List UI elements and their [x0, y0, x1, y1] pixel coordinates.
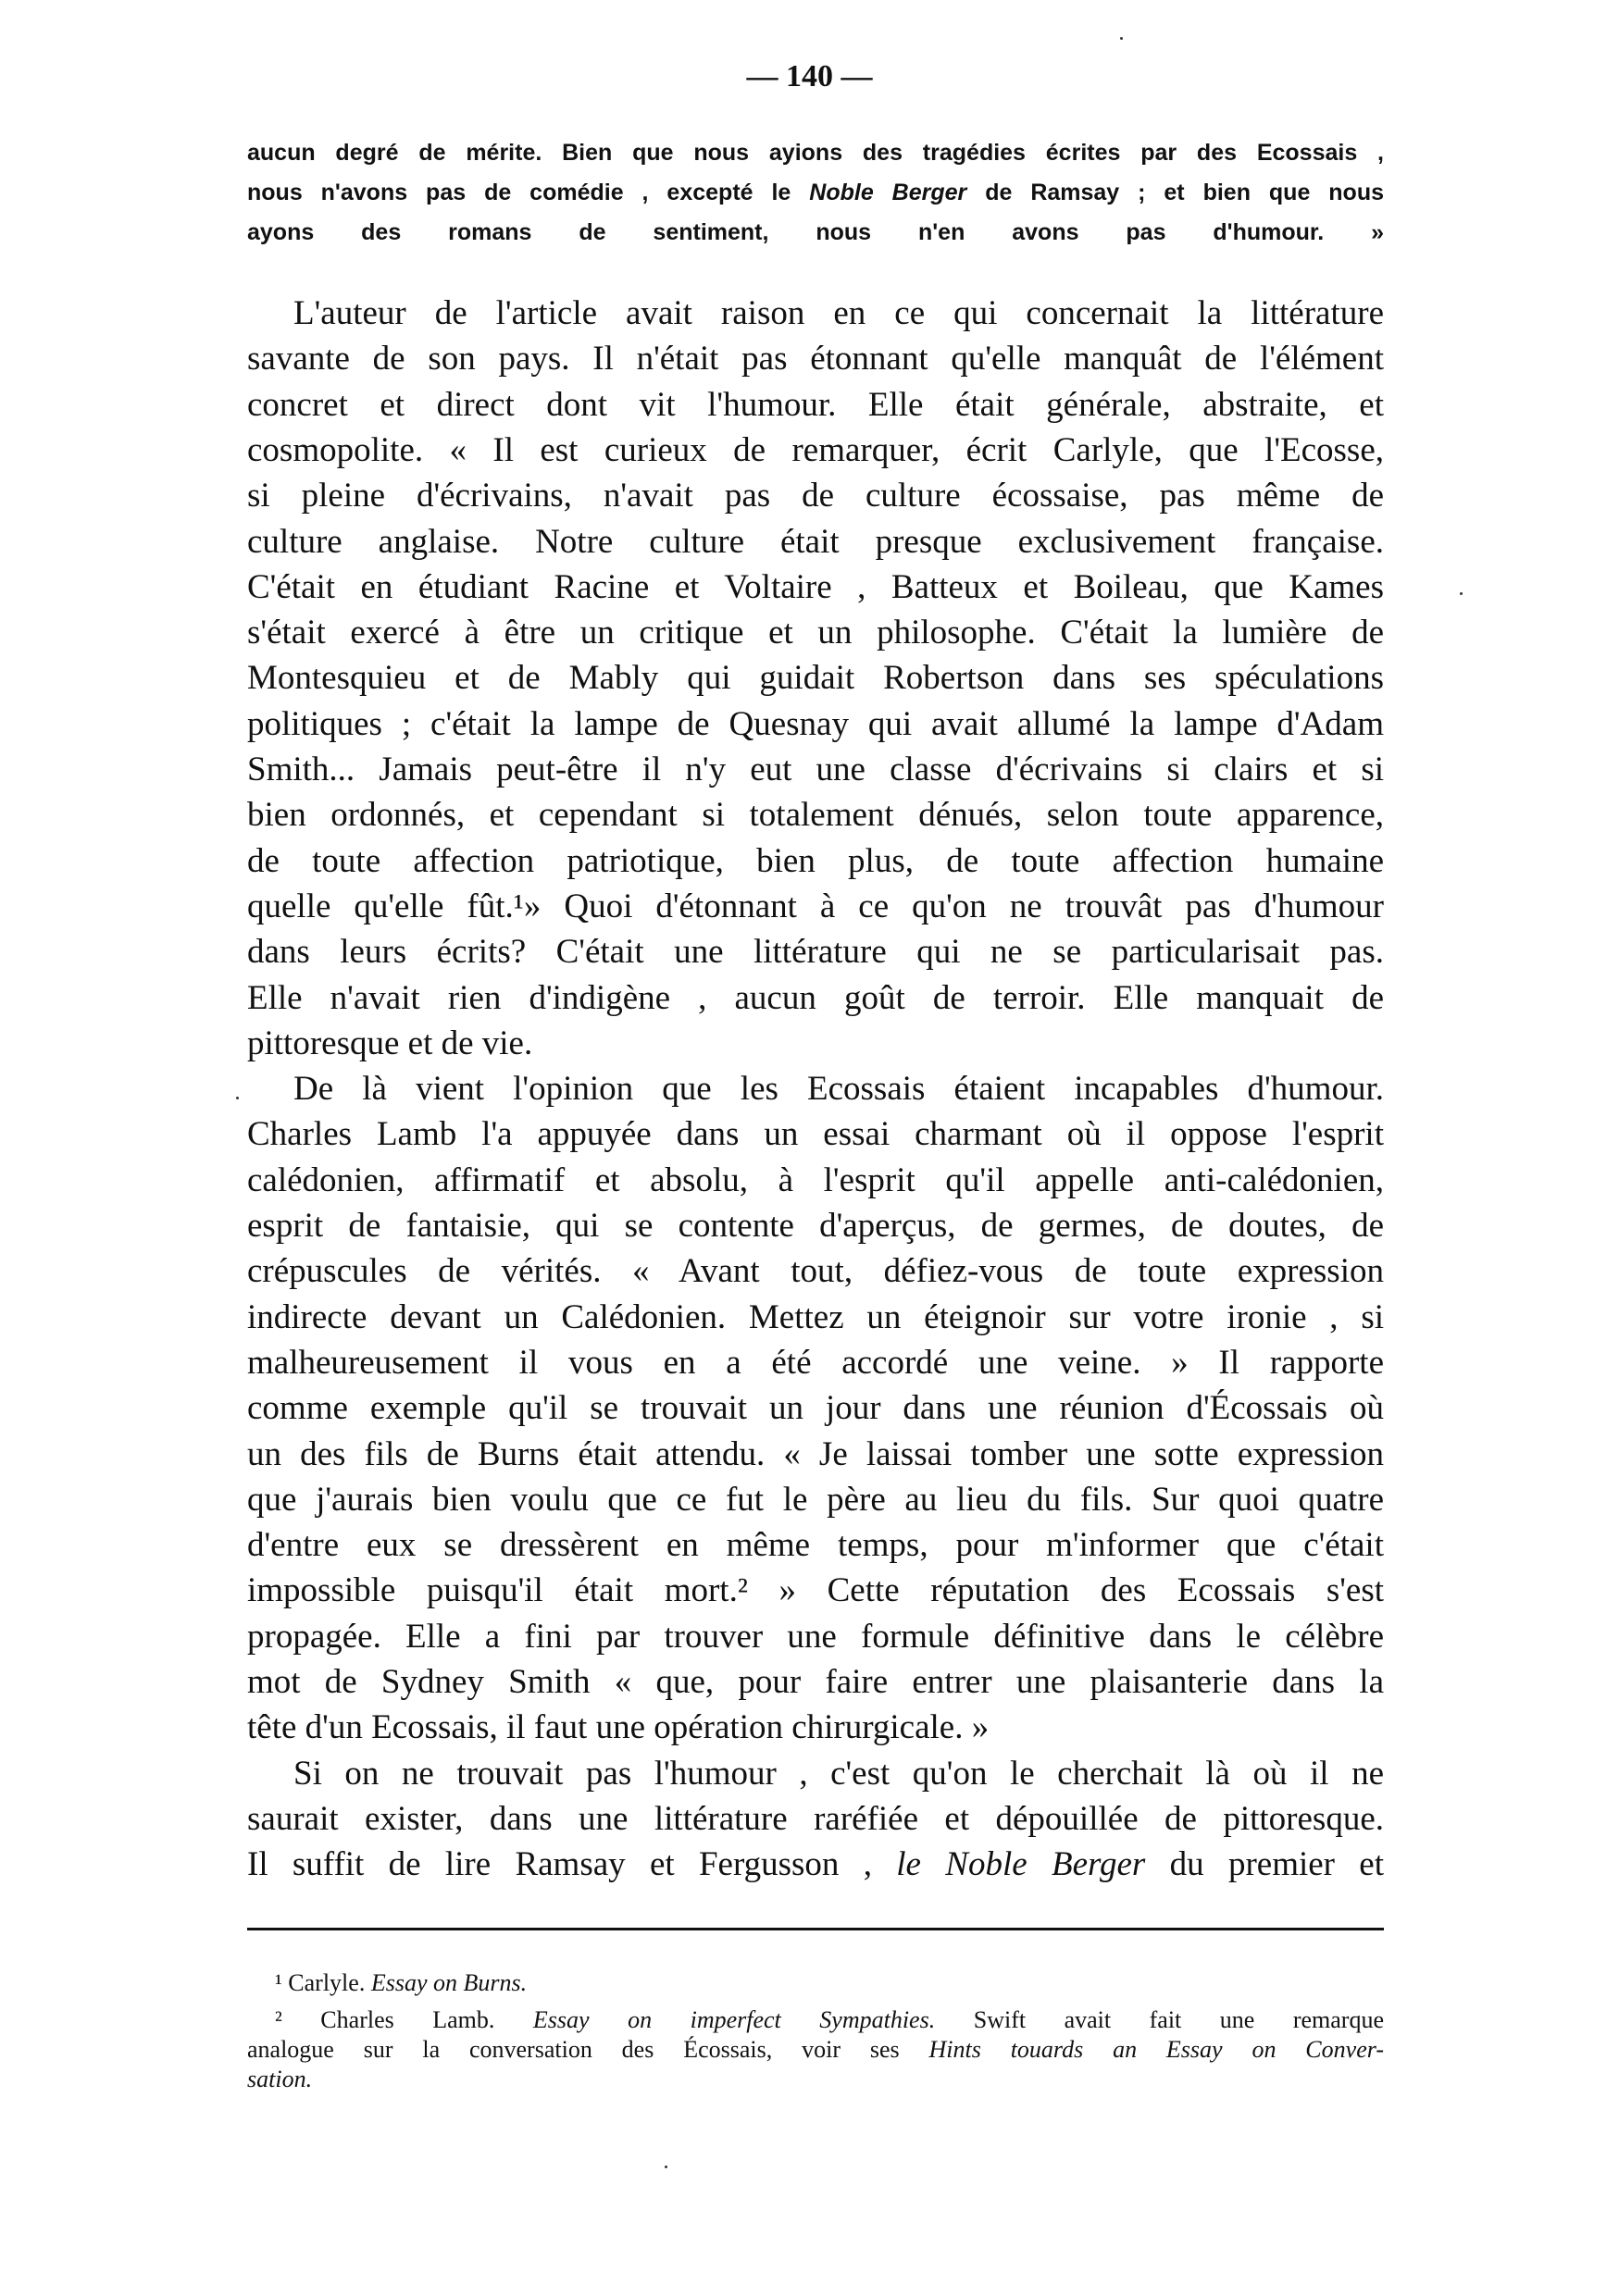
text-run: Swift avait fait une remarque: [935, 2006, 1384, 2033]
text-run: crépuscules de vérités. « Avant tout, défiez-vous de toute expression: [247, 1252, 1384, 1291]
text-line: [247, 428, 1384, 473]
quote-line: [247, 137, 1384, 168]
text-line: [247, 885, 1384, 929]
text-run: dans leurs écrits? C'était une littérature qui ne se particularisait pas.: [247, 933, 1384, 972]
text-run: politiques ; c'était la lampe de Quesnay qui avait allumé la lampe d'Adam: [247, 704, 1384, 743]
scan-speck: [236, 1097, 239, 1099]
italic-text: le Noble Berger: [896, 1845, 1146, 1884]
text-line: [247, 702, 1384, 747]
text-run: concret et direct dont vit l'humour. Elle était générale, abstraite, et: [247, 385, 1384, 424]
text-line: [247, 1249, 1384, 1294]
page-number: — 140 —: [746, 59, 873, 93]
text-line: [247, 474, 1384, 518]
quote-line: [247, 177, 1384, 208]
text-run: C'était en étudiant Racine et Voltaire , Batteux et Boileau, que Kames: [247, 567, 1384, 606]
text-line: [247, 839, 1384, 884]
text-run: propagée. Elle a fini par trouver une formule définitive dans le célèbre: [247, 1617, 1384, 1656]
text-run: de Ramsay ; et bien que nous: [966, 180, 1384, 205]
text-run: analogue sur la conversation des Écossais, voir ses: [247, 2036, 929, 2063]
scan-speck: [665, 2166, 667, 2168]
text-run: ayons des romans de sentiment, nous n'en avons pas d'humour. »: [247, 219, 1384, 245]
text-run: pittoresque et de vie.: [247, 1024, 533, 1062]
text-run: malheureusement il vous en a été accordé une veine. » Il rapporte: [247, 1343, 1384, 1382]
footnote-line: [247, 2065, 1384, 2094]
text-line: [247, 383, 1384, 428]
text-run: Montesquieu et de Mably qui guidait Robertson dans ses spéculations: [247, 659, 1384, 698]
text-run: quelle qu'elle fût.¹» Quoi d'étonnant à ce qu'on ne trouvât pas d'humour: [247, 887, 1384, 925]
text-line: [247, 1706, 1384, 1750]
text-line: [247, 1615, 1384, 1659]
text-line: [247, 337, 1384, 381]
text-line: [247, 1843, 1384, 1887]
footnote-rule: [247, 1928, 1384, 1930]
text-line: [247, 565, 1384, 610]
text-run: d'entre eux se dressèrent en même temps, pour m'informer que c'était: [247, 1526, 1384, 1565]
text-run: impossible puisqu'il était mort.² » Cette réputation des Ecossais s'est: [247, 1571, 1384, 1610]
footnote-line: [275, 1968, 1384, 1998]
text-run: De là vient l'opinion que les Ecossais étaient incapables d'humour.: [293, 1070, 1384, 1109]
text-run: Smith... Jamais peut-être il n'y eut une classe d'écrivains si clairs et si: [247, 751, 1384, 788]
italic-text: Noble Berger: [809, 180, 967, 205]
text-run: bien ordonnés, et cependant si totalement dénués, selon toute apparence,: [247, 796, 1384, 835]
text-line: [293, 292, 1384, 336]
scan-speck: [1460, 592, 1463, 595]
text-line: [247, 1478, 1384, 1522]
text-run: un des fils de Burns était attendu. « Je laissai tomber une sotte expression: [247, 1434, 1384, 1473]
text-line: [247, 1433, 1384, 1477]
text-run: savante de son pays. Il n'était pas étonnant qu'elle manquât de l'élément: [247, 340, 1384, 379]
text-run: comme exemple qu'il se trouvait un jour dans une réunion d'Écossais où: [247, 1389, 1384, 1428]
text-line: [247, 1296, 1384, 1340]
text-line: [247, 1569, 1384, 1613]
text-line: [247, 611, 1384, 655]
text-run: Charles Lamb l'a appuyée dans un essai charmant où il oppose l'esprit: [247, 1115, 1384, 1154]
text-line: [247, 930, 1384, 974]
text-run: du premier et: [1145, 1845, 1384, 1884]
text-line: [247, 520, 1384, 565]
text-run: Si on ne trouvait pas l'humour , c'est qu'on le cherchait là où il ne: [293, 1754, 1384, 1793]
text-run: Il suffit de lire Ramsay et Fergusson ,: [247, 1845, 897, 1884]
footnote-line: [247, 2035, 1384, 2065]
text-run: nous n'avons pas de comédie , excepté le: [247, 180, 810, 205]
text-line: [247, 1341, 1384, 1385]
text-run: cosmopolite. « Il est curieux de remarquer, écrit Carlyle, que l'Ecosse,: [247, 430, 1384, 469]
footnote-line: [275, 2005, 1384, 2035]
text-line: [247, 793, 1384, 838]
text-run: si pleine d'écrivains, n'avait pas de culture écossaise, pas même de: [247, 477, 1384, 515]
text-run: ¹ Carlyle.: [275, 1969, 371, 1996]
text-run: Elle n'avait rien d'indigène , aucun goût de terroir. Elle manquait de: [247, 978, 1384, 1017]
text-run: culture anglaise. Notre culture était presque exclusivement française.: [247, 522, 1384, 561]
text-run: aucun degré de mérite. Bien que nous ayions des tragédies écrites par des Ecossais ,: [247, 140, 1384, 166]
text-line: [247, 1112, 1384, 1157]
text-run: de toute affection patriotique, bien plus, de toute affection humaine: [247, 841, 1384, 880]
text-run: mot de Sydney Smith « que, pour faire entrer une plaisanterie dans la: [247, 1663, 1384, 1701]
text-line: [247, 1022, 1384, 1066]
text-run: tête d'un Ecossais, il faut une opération chirurgicale. »: [247, 1708, 990, 1747]
text-line: [247, 1204, 1384, 1248]
text-run: ² Charles Lamb.: [275, 2006, 533, 2033]
text-line: [247, 1660, 1384, 1705]
italic-text: Hints touards an Essay on Conver-: [928, 2036, 1384, 2063]
text-run: indirecte devant un Calédonien. Mettez un éteignoir sur votre ironie , si: [247, 1297, 1384, 1336]
text-line: [247, 1386, 1384, 1431]
text-run: s'était exercé à être un critique et un philosophe. C'était la lumière de: [247, 614, 1384, 652]
scan-speck: [1120, 37, 1123, 40]
italic-text: Essay on Burns.: [370, 1969, 528, 1996]
text-line: [247, 656, 1384, 701]
italic-text: sation.: [247, 2066, 313, 2092]
text-line: [247, 1797, 1384, 1842]
text-line: [247, 748, 1384, 792]
text-line: [247, 1523, 1384, 1568]
italic-text: Essay on imperfect Sympathies.: [532, 2006, 936, 2033]
text-run: esprit de fantaisie, qui se contente d'aperçus, de germes, de doutes, de: [247, 1207, 1384, 1245]
text-run: saurait exister, dans une littérature raréfiée et dépouillée de pittoresque.: [247, 1799, 1384, 1838]
text-run: que j'aurais bien voulu que ce fut le père au lieu du fils. Sur quoi quatre: [247, 1480, 1384, 1519]
text-line: [293, 1752, 1384, 1796]
quote-line: [247, 217, 1384, 248]
text-run: L'auteur de l'article avait raison en ce qui concernait la littérature: [293, 294, 1384, 332]
text-line: [247, 976, 1384, 1021]
text-line: [293, 1067, 1384, 1111]
text-run: calédonien, affirmatif et absolu, à l'esprit qu'il appelle anti-calédonien,: [247, 1160, 1384, 1199]
text-line: [247, 1159, 1384, 1203]
